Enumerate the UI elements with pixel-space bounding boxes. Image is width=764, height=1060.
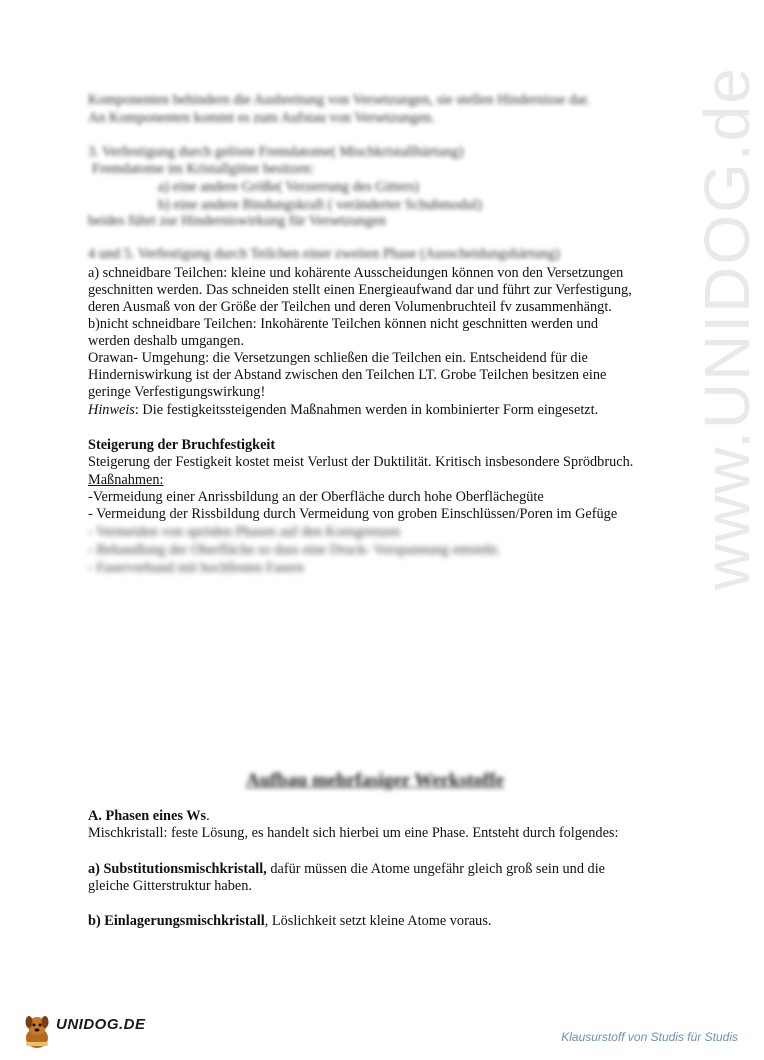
blurred-line: An Komponenten kommt es zum Aufstau von Versetzungen. xyxy=(88,110,435,126)
body-line: geschnitten werden. Das schneiden stellt einen Energieaufwand dar und führt zur Verfestigung, xyxy=(88,282,632,298)
substitution-text: dafür müssen die Atome ungefähr gleich groß sein und die xyxy=(266,861,606,877)
watermark-text: www.UNIDOG.de xyxy=(691,66,763,590)
hint-line xyxy=(88,402,598,419)
blurred-heading: 3. Verfestigung durch gelöste Fremdatome( Mischkristallhärtung) xyxy=(88,144,464,160)
section-title: Steigerung der Bruchfestigkeit xyxy=(88,437,276,453)
body-line: geringe Verfestigungswirkung! xyxy=(88,384,266,400)
hint-label: Hinweis xyxy=(88,402,135,418)
blurred-list-item: - Behandlung der Oberfläche so dass eine Druck- Vorspannung entsteht. xyxy=(88,542,501,558)
body-line: Mischkristall: feste Lösung, es handelt sich hierbei um eine Phase. Entsteht durch folgendes: xyxy=(88,825,619,841)
interstitial-line xyxy=(88,913,491,930)
substitution-title: a) Substitutionsmischkristall, xyxy=(88,861,267,877)
substitution-line xyxy=(88,861,605,878)
body-line: gleiche Gitterstruktur haben. xyxy=(88,878,252,894)
body-line: b)nicht schneidbare Teilchen: Inkohärente Teilchen können nicht geschnitten werden und xyxy=(88,316,598,332)
blurred-line: Komponenten behindern die Ausbreitung von Versetzungen, sie stellen Hindernisse dar. xyxy=(88,92,591,108)
phase-title-dot: . xyxy=(206,808,210,824)
body-line: Steigerung der Festigkeit kostet meist Verlust der Duktilität. Kritisch insbesondere Sprödbruch. xyxy=(88,454,634,470)
phase-title-text: A. Phasen eines Ws xyxy=(88,808,207,824)
blurred-line: a) eine andere Größe( Verzerrung des Gitters) xyxy=(158,179,419,195)
interstitial-title: b) Einlagerungsmischkristall xyxy=(88,913,265,929)
blurred-list-item: - Vermeiden von spröden Phasen auf den Korngrenzen xyxy=(88,524,401,540)
list-item: -Vermeidung einer Anrissbildung an der Oberfläche durch hohe Oberflächegüte xyxy=(88,489,544,505)
blurred-line: b) eine andere Bindungskraft ( veränderter Schubmodul) xyxy=(158,197,482,213)
body-line: a) schneidbare Teilchen: kleine und kohärente Ausscheidungen können von den Versetzungen xyxy=(88,265,624,281)
blurred-section-heading: Aufbau mehrfasiger Werkstoffe xyxy=(246,770,504,791)
list-item: - Vermeidung der Rissbildung durch Vermeidung von groben Einschlüssen/Poren im Gefüge xyxy=(88,506,618,522)
body-line: werden deshalb umgangen. xyxy=(88,333,245,349)
body-line: Hinderniswirkung ist der Abstand zwischen den Teilchen LT. Grobe Teilchen besitzen eine xyxy=(88,367,607,383)
blurred-line: beides führt zur Hinderniswirkung für Versetzungen xyxy=(88,213,386,229)
footer-tagline: Klausurstoff von Studis für Studis xyxy=(561,1030,738,1044)
logo-text: UNIDOG.DE xyxy=(56,1016,146,1033)
blurred-line: Fremdatome im Kristallgitter besitzen: xyxy=(92,161,314,177)
body-line: deren Ausmaß von der Größe der Teilchen und deren Volumenbruchteil fv zusammenhängt. xyxy=(88,299,612,315)
dog-icon xyxy=(20,1012,54,1052)
blurred-list-item: - Faserverbund mit hochfesten Fasern xyxy=(88,560,304,576)
blurred-heading: 4 und 5. Verfestigung durch Teilchen einer zweiten Phase (Ausscheidungshärtung) xyxy=(88,246,560,262)
interstitial-text: , Löslichkeit setzt kleine Atome voraus. xyxy=(264,913,492,929)
hint-text: : Die festigkeitssteigenden Maßnahmen werden in kombinierter Form eingesetzt. xyxy=(134,402,599,418)
unidog-logo xyxy=(20,1012,160,1052)
phase-title xyxy=(88,808,210,825)
measures-label: Maßnahmen: xyxy=(88,472,164,488)
body-line: Orawan- Umgehung: die Versetzungen schließen die Teilchen ein. Entscheidend für die xyxy=(88,350,588,366)
